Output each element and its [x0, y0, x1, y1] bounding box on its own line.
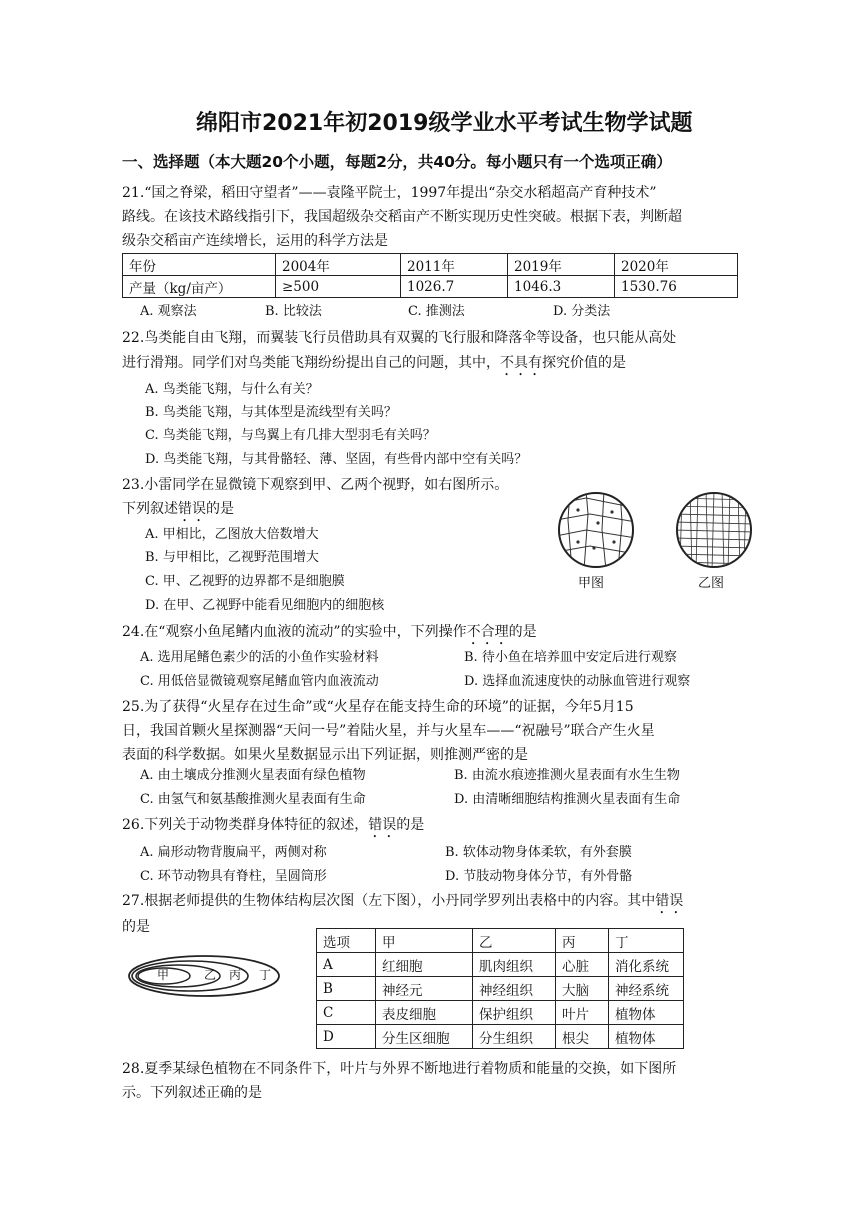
table-cell: 根尖	[556, 1025, 609, 1049]
microscope-field-yi	[674, 490, 754, 570]
diagram-label-ding: 丁	[259, 968, 272, 982]
q22-option-b: B. 鸟类能飞翔，与其体型是流线型有关吗？	[145, 405, 397, 420]
q23-option-d: D. 在甲、乙视野中能看见细胞内的细胞核	[145, 598, 385, 613]
q21-option-c: C. 推测法	[408, 304, 465, 319]
q21-option-b: B. 比较法	[265, 304, 322, 319]
section-heading: 一、选择题（本大题20个小题，每题2分，共40分。每小题只有一个选项正确）	[122, 153, 672, 171]
table-cell: 神经组织	[473, 977, 556, 1001]
q24-option-b: B. 待小鱼在培养皿中安定后进行观察	[464, 650, 677, 665]
q25-option-d: D. 由清晰细胞结构推测火星表面有生命	[454, 792, 681, 807]
q24-line: 24.在“观察小鱼尾鳍内血液的流动”的实验中，下列操作不合理的是	[122, 624, 537, 640]
table-cell: 神经系统	[609, 977, 684, 1001]
table-cell: 选项	[317, 929, 376, 953]
table-cell: 心脏	[556, 953, 609, 977]
table-cell: 叶片	[556, 1001, 609, 1025]
table-cell: 2011年	[401, 254, 508, 276]
q25-line-3: 表面的科学数据。如果火星数据显示出下列证据，则推测严密的是	[122, 747, 528, 763]
table-cell: 年份	[123, 254, 276, 276]
table-cell: ≥500	[276, 276, 401, 298]
diagram-label-bing: 丙	[229, 968, 242, 982]
table-cell: 2019年	[508, 254, 615, 276]
table-cell: D	[317, 1025, 376, 1049]
table-cell: 1530.76	[615, 276, 738, 298]
q25-option-a: A. 由土壤成分推测火星表面有绿色植物	[140, 768, 366, 783]
table-cell: 丁	[609, 929, 684, 953]
q23-option-b: B. 与甲相比，乙视野范围增大	[145, 550, 319, 565]
q26-option-c: C. 环节动物具有脊柱，呈圆筒形	[140, 869, 327, 884]
table-cell: 植物体	[609, 1001, 684, 1025]
q26-option-d: D. 节肢动物身体分节，有外骨骼	[445, 869, 633, 884]
q21-option-d: D. 分类法	[553, 304, 611, 319]
table-cell: 丙	[556, 929, 609, 953]
q24-option-a: A. 选用尾鳍色素少的活的小鱼作实验材料	[140, 650, 379, 665]
q25-line-2: 日，我国首颗火星探测器“天问一号”着陆火星，并与火星车——“祝融号”联合产生火星	[122, 723, 655, 739]
q24-option-c: C. 用低倍显微镜观察尾鳍血管内血液流动	[140, 674, 379, 689]
table-cell: 保护组织	[473, 1001, 556, 1025]
q27-table	[316, 928, 684, 1049]
table-cell: 神经元	[376, 977, 473, 1001]
q23-option-c: C. 甲、乙视野的边界都不是细胞膜	[145, 574, 345, 589]
table-cell: C	[317, 1001, 376, 1025]
q21-line-1: 21.“国之脊梁，稻田守望者”——袁隆平院士，1997年提出“杂交水稻超高产育种技术”	[122, 185, 657, 201]
q21-line-2: 路线。在该技术路线指引下，我国超级杂交稻亩产不断实现历史性突破。根据下表，判断超	[122, 209, 682, 225]
q27-line-1: 27.根据老师提供的生物体结构层次图（左下图），小丹同学罗列出表格中的内容。其中错误	[122, 893, 684, 909]
table-cell: 甲	[376, 929, 473, 953]
q21-option-a: A. 观察法	[140, 304, 197, 319]
figure-label-yi: 乙图	[698, 576, 725, 591]
table-cell: A	[317, 953, 376, 977]
q24-option-d: D. 选择血流速度快的动脉血管进行观察	[464, 674, 691, 689]
q22-line-1: 22.鸟类能自由飞翔，而翼装飞行员借助具有双翼的飞行服和降落伞等设备，也只能从高处	[122, 330, 677, 346]
q26-line: 26.下列关于动物类群身体特征的叙述，错误的是	[122, 817, 425, 833]
diagram-label-jia: 甲	[157, 968, 170, 982]
q27-line-2: 的是	[122, 919, 150, 935]
q26-option-b: B. 软体动物身体柔软，有外套膜	[445, 845, 632, 860]
page-title: 绵阳市2021年初2019级学业水平考试生物学试题	[196, 111, 693, 136]
q21-line-3: 级杂交稻亩产连续增长，运用的科学方法是	[122, 233, 388, 249]
microscope-field-jia	[556, 490, 636, 570]
table-cell: 消化系统	[609, 953, 684, 977]
q28-line-1: 28.夏季某绿色植物在不同条件下，叶片与外界不断地进行着物质和能量的交换，如下图所	[122, 1061, 677, 1077]
table-cell: 2020年	[615, 254, 738, 276]
table-cell: 2004年	[276, 254, 401, 276]
table-cell: 分生组织	[473, 1025, 556, 1049]
table-cell: B	[317, 977, 376, 1001]
table-cell: 红细胞	[376, 953, 473, 977]
q22-option-c: C. 鸟类能飞翔，与鸟翼上有几排大型羽毛有关吗？	[145, 428, 436, 443]
q23-line-1: 23.小雷同学在显微镜下观察到甲、乙两个视野，如右图所示。	[122, 477, 509, 493]
figure-label-jia: 甲图	[578, 576, 605, 591]
table-cell: 产量（kg/亩产）	[123, 276, 276, 298]
q25-option-c: C. 由氢气和氨基酸推测火星表面有生命	[140, 792, 366, 807]
table-cell: 分生区细胞	[376, 1025, 473, 1049]
table-cell: 1026.7	[401, 276, 508, 298]
table-cell: 植物体	[609, 1025, 684, 1049]
q25-option-b: B. 由流水痕迹推测火星表面有水生生物	[454, 768, 680, 783]
q21-table	[122, 253, 738, 298]
diagram-label-yi: 乙	[204, 968, 217, 982]
q23-line-2: 下列叙述错误的是	[122, 501, 234, 517]
q26-option-a: A. 扁形动物背腹扁平，两侧对称	[140, 845, 327, 860]
q25-line-1: 25.为了获得“火星存在过生命”或“火星存在能支持生命的环境”的证据，今年5月15	[122, 699, 634, 715]
q22-option-a: A. 鸟类能飞翔，与什么有关？	[145, 382, 319, 397]
table-cell: 表皮细胞	[376, 1001, 473, 1025]
table-cell: 乙	[473, 929, 556, 953]
table-cell: 1046.3	[508, 276, 615, 298]
table-cell: 大脑	[556, 977, 609, 1001]
q23-option-a: A. 甲相比，乙图放大倍数增大	[145, 527, 319, 542]
q22-line-2: 进行滑翔。同学们对鸟类能飞翔纷纷提出自己的问题，其中，不具有探究价值的是	[122, 355, 626, 371]
q28-line-2: 示。下列叙述正确的是	[122, 1085, 262, 1101]
q22-option-d: D. 鸟类能飞翔，与其骨骼轻、薄、坚固，有些骨内部中空有关吗？	[145, 452, 528, 467]
table-cell: 肌肉组织	[473, 953, 556, 977]
